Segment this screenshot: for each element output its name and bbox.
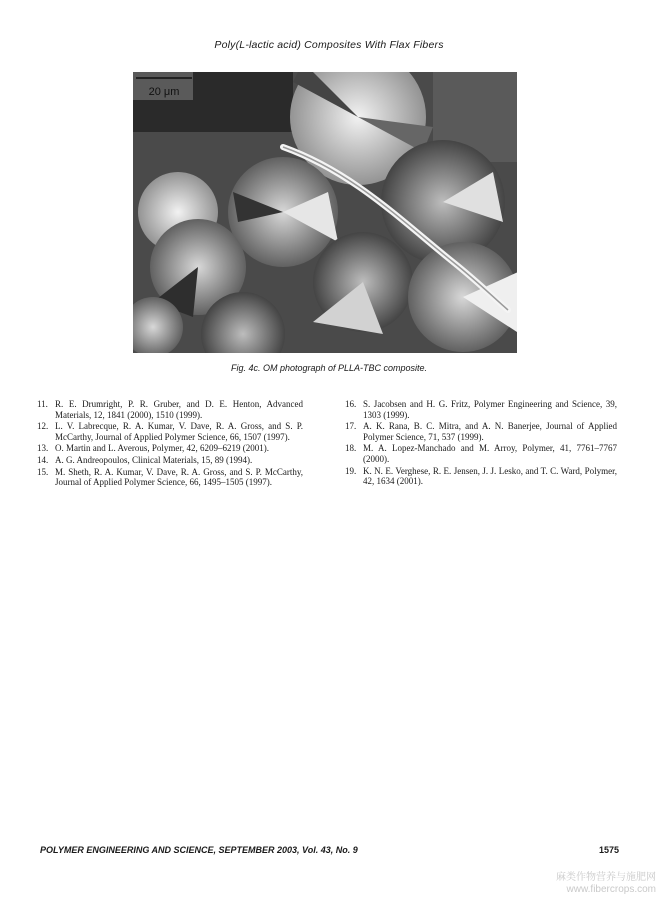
- page-number: 1575: [599, 845, 620, 855]
- reference-item: 19. K. N. E. Verghese, R. E. Jensen, J. J. Lesko, and T. C. Ward, Polymer, 42, 1634 (2001).: [345, 465, 617, 487]
- reference-item: 13. O. Martin and L. Averous, Polymer, 42, 6209–6219 (2001).: [37, 443, 269, 454]
- reference-item: 12. L. V. Labrecque, R. A. Kumar, V. Dave, R. A. Gross, and S. P. McCarthy, Journal of Applied Polymer Science, 66, 1507 (1997).: [37, 421, 303, 442]
- om-photograph: [133, 72, 517, 353]
- scale-bar-label: 20 μm: [148, 86, 180, 98]
- watermark-line-2: www.fibercrops.com: [566, 884, 656, 895]
- reference-item: 16. S. Jacobsen and H. G. Fritz, Polymer Engineering and Science, 39, 1303 (1999).: [345, 399, 617, 420]
- footer-journal-info: POLYMER ENGINEERING AND SCIENCE, SEPTEMBER 2003, Vol. 43, No. 9: [40, 845, 358, 855]
- reference-item: 15. M. Sheth, R. A. Kumar, V. Dave, R. A. Gross, and S. P. McCarthy, Journal of Applied Polymer Science, 66, 1495–1505 (1997).: [37, 466, 303, 488]
- figure-caption: Fig. 4c. OM photograph of PLLA-TBC composite.: [230, 363, 428, 373]
- references-left-column: [37, 399, 303, 489]
- reference-item: 14. A. G. Andreopoulos, Clinical Materials, 15, 89 (1994).: [37, 454, 253, 465]
- watermark-line-1: 麻类作物营养与施肥网: [556, 872, 656, 883]
- reference-item: 18. M. A. Lopez-Manchado and M. Arroy, Polymer, 41, 7761–7767 (2000).: [345, 443, 617, 464]
- references-right-column: [345, 399, 617, 488]
- watermark: [528, 872, 656, 896]
- running-head: Poly(L-lactic acid) Composites With Flax Fibers: [214, 39, 444, 51]
- reference-item: 11. R. E. Drumright, P. R. Gruber, and D. E. Henton, Advanced Materials, 12, 1841 (2000), 1510 (1999).: [37, 399, 303, 420]
- reference-item: 17. A. K. Rana, B. C. Mitra, and A. N. Banerjee, Journal of Applied Polymer Science, 71, 537 (1999).: [345, 421, 617, 442]
